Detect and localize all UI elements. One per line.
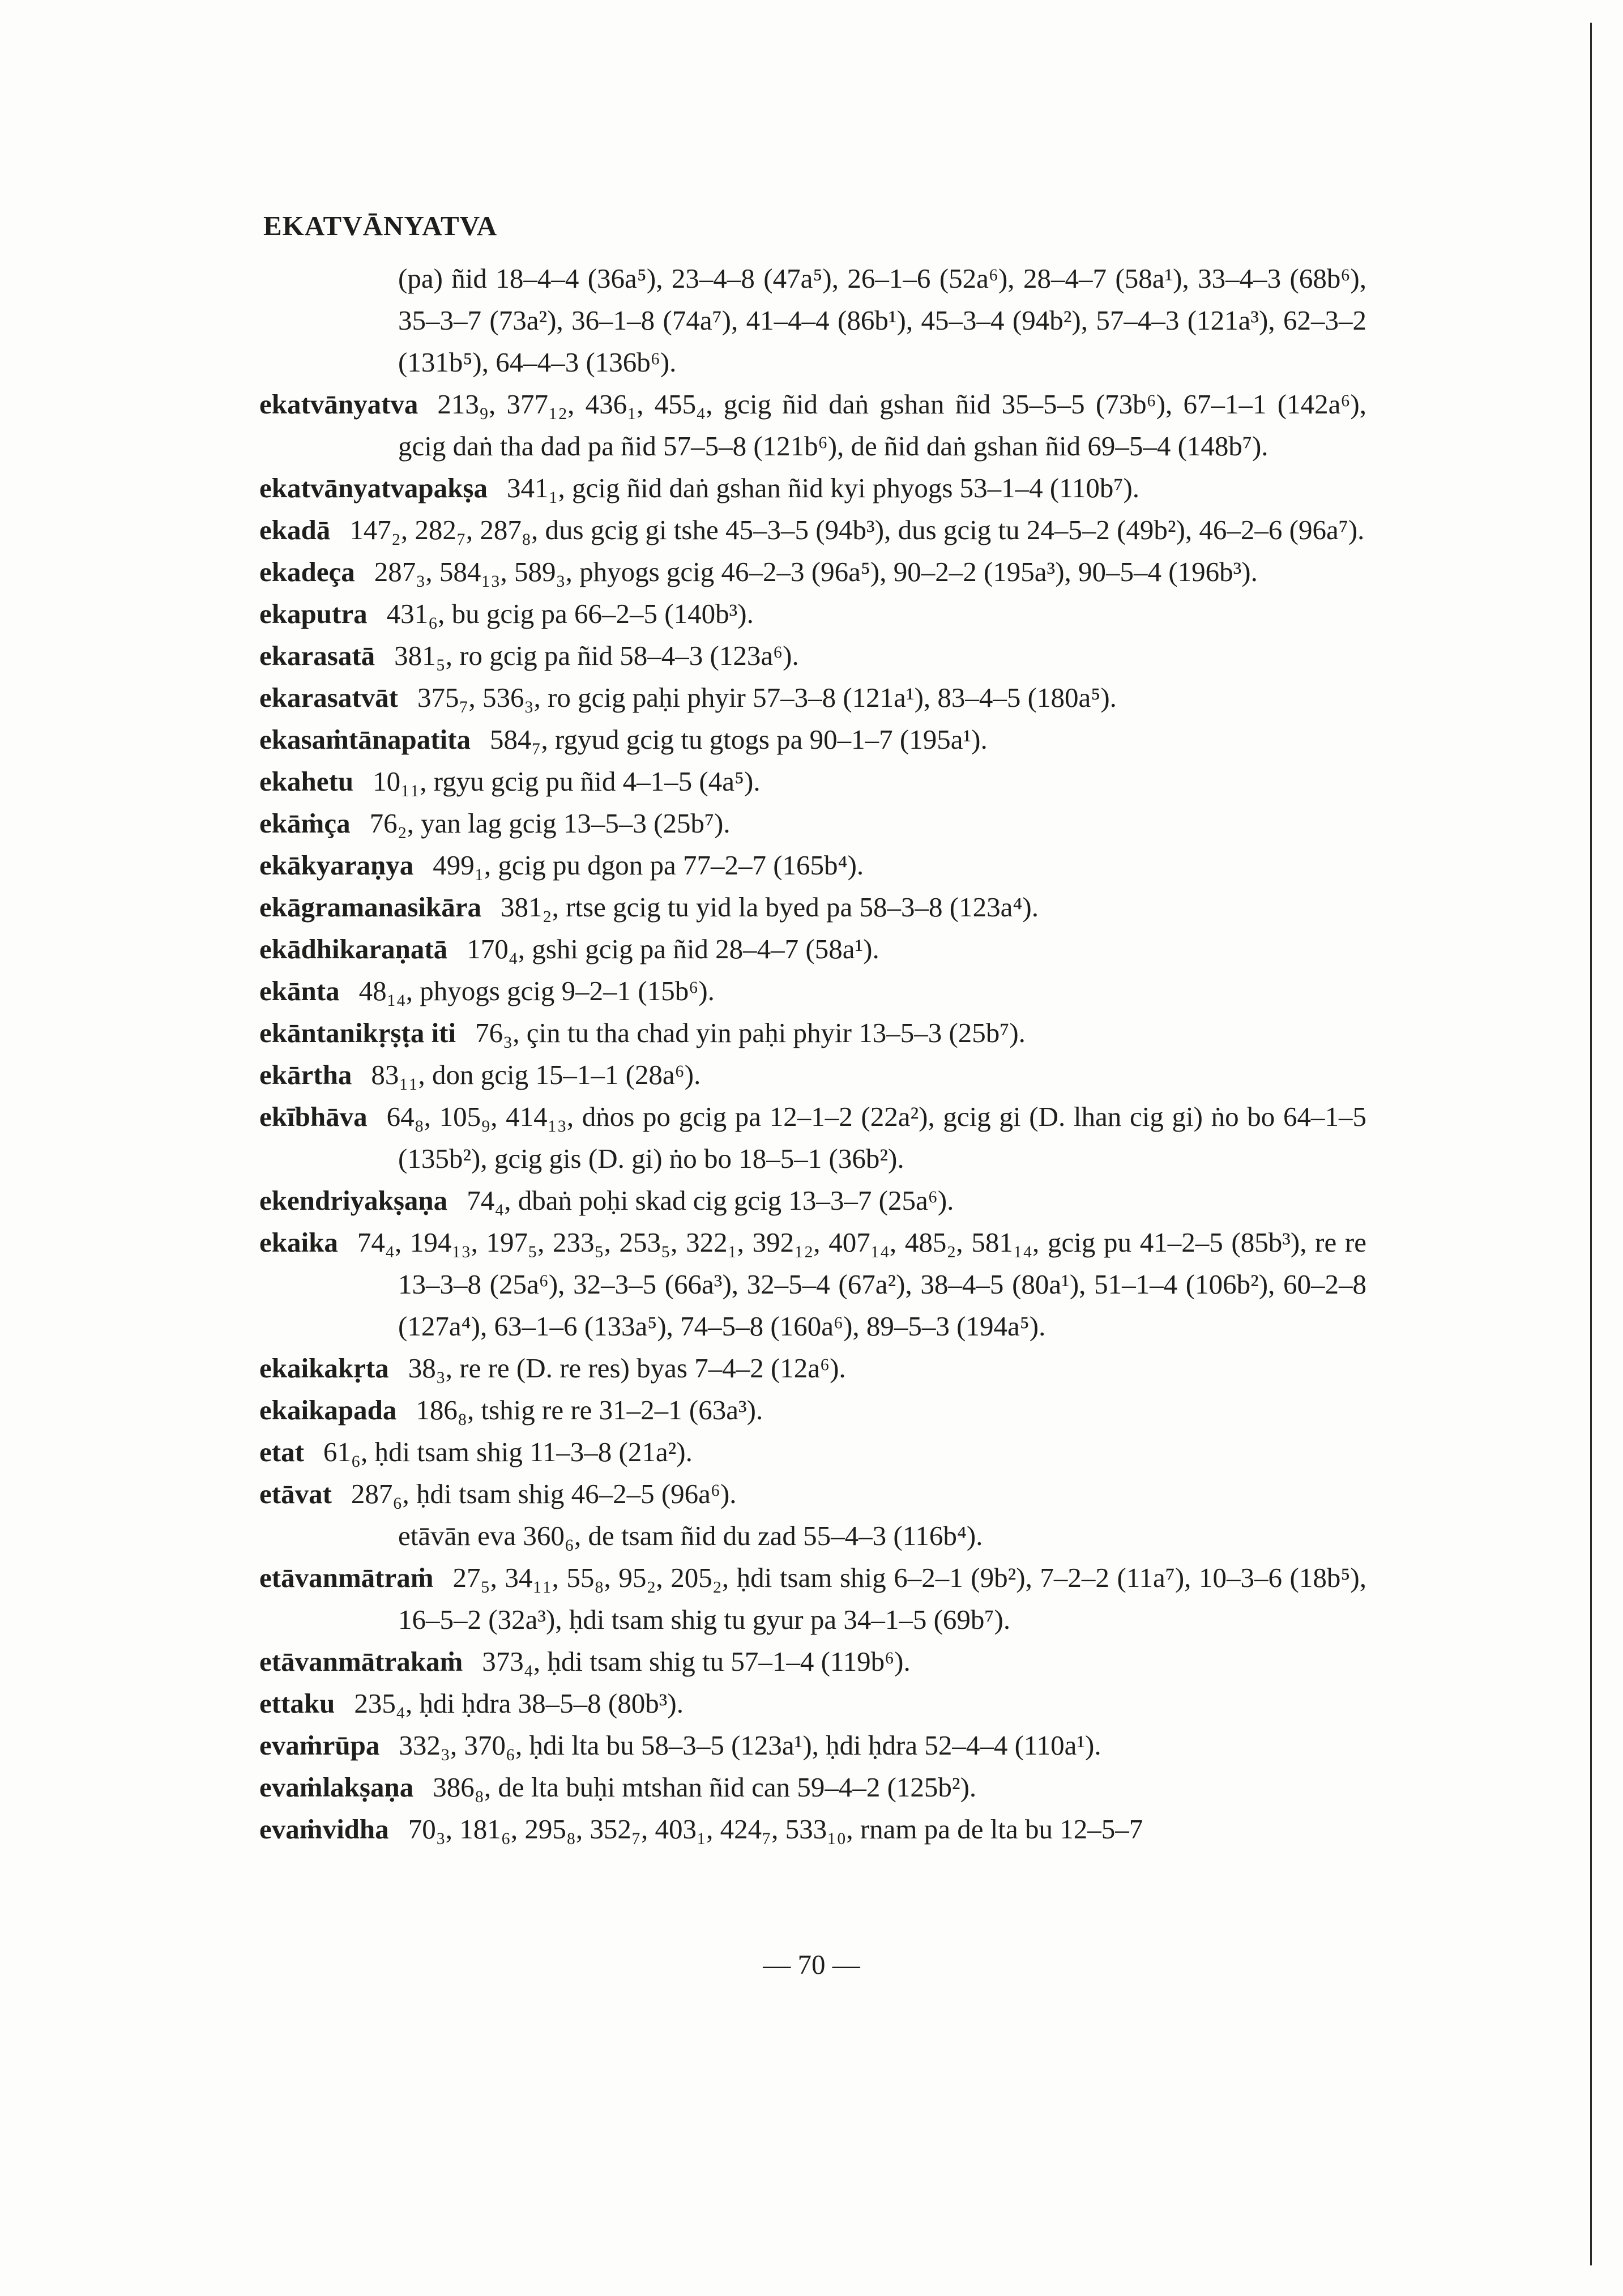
entry-text: 431₆, bu gcig pa 66–2–5 (140b³).: [386, 598, 754, 629]
entry-term: evaṁvidha: [259, 1813, 389, 1845]
dictionary-entry: [259, 383, 1366, 467]
entry-text: 70₃, 181₆, 295₈, 352₇, 403₁, 424₇, 533₁₀, rnam pa de lta bu 12–5–7: [408, 1813, 1143, 1845]
entry-term: etāvat: [259, 1478, 332, 1509]
entry-text: 213₉, 377₁₂, 436₁, 455₄, gcig ñid daṅ gshan ñid 35–5–5 (73b⁶), 67–1–1 (142a⁶), gcig daṅ tha dad pa ñid 57–5–8 (121b⁶), de ñid daṅ gshan ñid 69–5–4 (148b⁷).: [398, 389, 1366, 462]
entry-term: ekārtha: [259, 1059, 352, 1090]
dictionary-entry: [259, 258, 1366, 383]
entry-text: 381₅, ro gcig pa ñid 58–4–3 (123a⁶).: [394, 640, 799, 671]
entry-text: 76₂, yan lag gcig 13–5–3 (25b⁷).: [369, 808, 731, 839]
dictionary-entry: [259, 509, 1366, 551]
entry-term: ekaika: [259, 1227, 338, 1258]
entry-term: evaṁlakṣaṇa: [259, 1772, 414, 1803]
entry-term: ekībhāva: [259, 1101, 368, 1132]
entry-term: ekarasatā: [259, 640, 375, 671]
entry-term: ekaikapada: [259, 1394, 397, 1426]
entry-term: ekahetu: [259, 766, 354, 797]
dictionary-entry: [259, 1431, 1366, 1473]
entry-term: ekānta: [259, 975, 340, 1006]
dictionary-entry: [259, 1389, 1366, 1431]
entry-term: ekatvānyatva: [259, 389, 418, 420]
entry-term: etāvanmātrakaṁ: [259, 1646, 463, 1677]
dictionary-entry: [259, 1180, 1366, 1222]
entry-term: ekādhikaraṇatā: [259, 933, 448, 965]
entry-text: 76₃, çin tu tha chad yin paḥi phyir 13–5–3 (25b⁷).: [475, 1017, 1026, 1048]
entry-term: ekākyaraṇya: [259, 850, 414, 881]
entry-term: ekasaṁtānapatita: [259, 724, 471, 755]
entry-text: 287₆, ḥdi tsam shig 46–2–5 (96a⁶).: [351, 1478, 737, 1509]
dictionary-entries: [259, 258, 1366, 1850]
dictionary-entry: [259, 1515, 1366, 1557]
entry-text: 74₄, dbaṅ poḥi skad cig gcig 13–3–7 (25a⁶).: [467, 1185, 954, 1216]
dictionary-entry: [259, 1012, 1366, 1054]
dictionary-entry: [259, 803, 1366, 844]
entry-term: ekāgramanasikāra: [259, 891, 481, 923]
dictionary-entry: [259, 1641, 1366, 1683]
entry-text: 341₁, gcig ñid daṅ gshan ñid kyi phyogs 53–1–4 (110b⁷).: [506, 472, 1140, 503]
entry-term: etāvanmātraṁ: [259, 1562, 434, 1593]
dictionary-entry: [259, 844, 1366, 886]
dictionary-entry: [259, 886, 1366, 928]
entry-term: ekāntanikṛṣṭa iti: [259, 1017, 456, 1048]
dictionary-entry: [259, 467, 1366, 509]
entry-text: 147₂, 282₇, 287₈, dus gcig gi tshe 45–3–5 (94b³), dus gcig tu 24–5–2 (49b²), 46–2–6 (96a⁷).: [349, 514, 1365, 545]
entry-text: 83₁₁, don gcig 15–1–1 (28a⁶).: [371, 1059, 701, 1090]
entry-term: ekatvānyatvapakṣa: [259, 472, 488, 503]
entry-term: etat: [259, 1436, 304, 1467]
dictionary-entry: [259, 719, 1366, 761]
dictionary-entry: [259, 551, 1366, 593]
page-number: — 70 —: [763, 1949, 860, 1980]
entry-text: 373₄, ḥdi tsam shig tu 57–1–4 (119b⁶).: [482, 1646, 911, 1677]
dictionary-entry: [259, 970, 1366, 1012]
dictionary-entry: [259, 928, 1366, 970]
entry-text: 48₁₄, phyogs gcig 9–2–1 (15b⁶).: [358, 975, 715, 1006]
dictionary-entry: [259, 761, 1366, 803]
page-edge-line: [1590, 23, 1592, 2265]
dictionary-entry: [259, 1808, 1366, 1850]
entry-text: 170₄, gshi gcig pa ñid 28–4–7 (58a¹).: [467, 933, 879, 965]
dictionary-entry: [259, 635, 1366, 677]
dictionary-entry: [259, 1347, 1366, 1389]
entry-text: 499₁, gcig pu dgon pa 77–2–7 (165b⁴).: [433, 850, 864, 881]
dictionary-entry: [259, 1473, 1366, 1515]
entry-text: 64₈, 105₉, 414₁₃, dṅos po gcig pa 12–1–2 (22a²), gcig gi (D. lhan cig gi) ṅo bo 64–1–5 (135b²), gcig gis (D. gi) ṅo bo 18–5–1 (36b²).: [386, 1101, 1366, 1174]
dictionary-entry: [259, 1766, 1366, 1808]
entry-text: etāvān eva 360₆, de tsam ñid du zad 55–4–3 (116b⁴).: [398, 1520, 983, 1551]
dictionary-entry: [259, 1725, 1366, 1766]
entry-text: 584₇, rgyud gcig tu gtogs pa 90–1–7 (195a¹).: [489, 724, 988, 755]
entry-term: ekaikakṛta: [259, 1352, 389, 1384]
entry-text: 332₃, 370₆, ḥdi lta bu 58–3–5 (123a¹), ḥdi ḥdra 52–4–4 (110a¹).: [399, 1730, 1101, 1761]
entry-text: 10₁₁, rgyu gcig pu ñid 4–1–5 (4a⁵).: [373, 766, 761, 797]
dictionary-entry: [259, 677, 1366, 719]
entry-term: ekendriyakṣaṇa: [259, 1185, 448, 1216]
entry-text: 27₅, 34₁₁, 55₈, 95₂, 205₂, ḥdi tsam shig 6–2–1 (9b²), 7–2–2 (11a⁷), 10–3–6 (18b⁵), 16–5–2 (32a³), ḥdi tsam shig tu gyur pa 34–1–5 (69b⁷).: [398, 1562, 1366, 1635]
entry-text: (pa) ñid 18–4–4 (36a⁵), 23–4–8 (47a⁵), 26–1–6 (52a⁶), 28–4–7 (58a¹), 33–4–3 (68b⁶), 35–3–7 (73a²), 36–1–8 (74a⁷), 41–4–4 (86b¹), 45–3–4 (94b²), 57–4–3 (121a³), 62–3–2 (131b⁵), 64–4–3 (136b⁶).: [398, 263, 1366, 378]
entry-text: 381₂, rtse gcig tu yid la byed pa 58–3–8 (123a⁴).: [501, 891, 1039, 923]
entry-term: ekāṁça: [259, 808, 351, 839]
entry-term: evaṁrūpa: [259, 1730, 380, 1761]
entry-text: 287₃, 584₁₃, 589₃, phyogs gcig 46–2–3 (96a⁵), 90–2–2 (195a³), 90–5–4 (196b³).: [374, 556, 1258, 587]
entry-text: 186₈, tshig re re 31–2–1 (63a³).: [416, 1394, 763, 1426]
dictionary-entry: [259, 1222, 1366, 1347]
entry-text: 375₇, 536₃, ro gcig paḥi phyir 57–3–8 (121a¹), 83–4–5 (180a⁵).: [417, 682, 1117, 713]
entry-text: 61₆, ḥdi tsam shig 11–3–8 (21a²).: [323, 1436, 693, 1467]
page-header: EKATVĀNYATVA: [263, 210, 498, 241]
entry-text: 235₄, ḥdi ḥdra 38–5–8 (80b³).: [354, 1688, 684, 1719]
dictionary-entry: [259, 593, 1366, 635]
dictionary-entry: [259, 1557, 1366, 1641]
dictionary-entry: [259, 1096, 1366, 1180]
dictionary-entry: [259, 1683, 1366, 1725]
entry-text: 386₈, de lta buḥi mtshan ñid can 59–4–2 (125b²).: [433, 1772, 977, 1803]
entry-term: ekadeça: [259, 556, 355, 587]
entry-text: 38₃, re re (D. re res) byas 7–4–2 (12a⁶).: [408, 1352, 846, 1384]
entry-term: ekaputra: [259, 598, 368, 629]
dictionary-entry: [259, 1054, 1366, 1096]
entry-term: ekarasatvāt: [259, 682, 398, 713]
entry-term: ekadā: [259, 514, 331, 545]
entry-text: 74₄, 194₁₃, 197₅, 233₅, 253₅, 322₁, 392₁₂, 407₁₄, 485₂, 581₁₄, gcig pu 41–2–5 (85b³), re re 13–3–8 (25a⁶), 32–3–5 (66a³), 32–5–4 (67a²), 38–4–5 (80a¹), 51–1–4 (106b²), 60–2–8 (127a⁴), 63–1–6 (133a⁵), 74–5–8 (160a⁶), 89–5–3 (194a⁵).: [357, 1227, 1366, 1342]
entry-term: ettaku: [259, 1688, 335, 1719]
